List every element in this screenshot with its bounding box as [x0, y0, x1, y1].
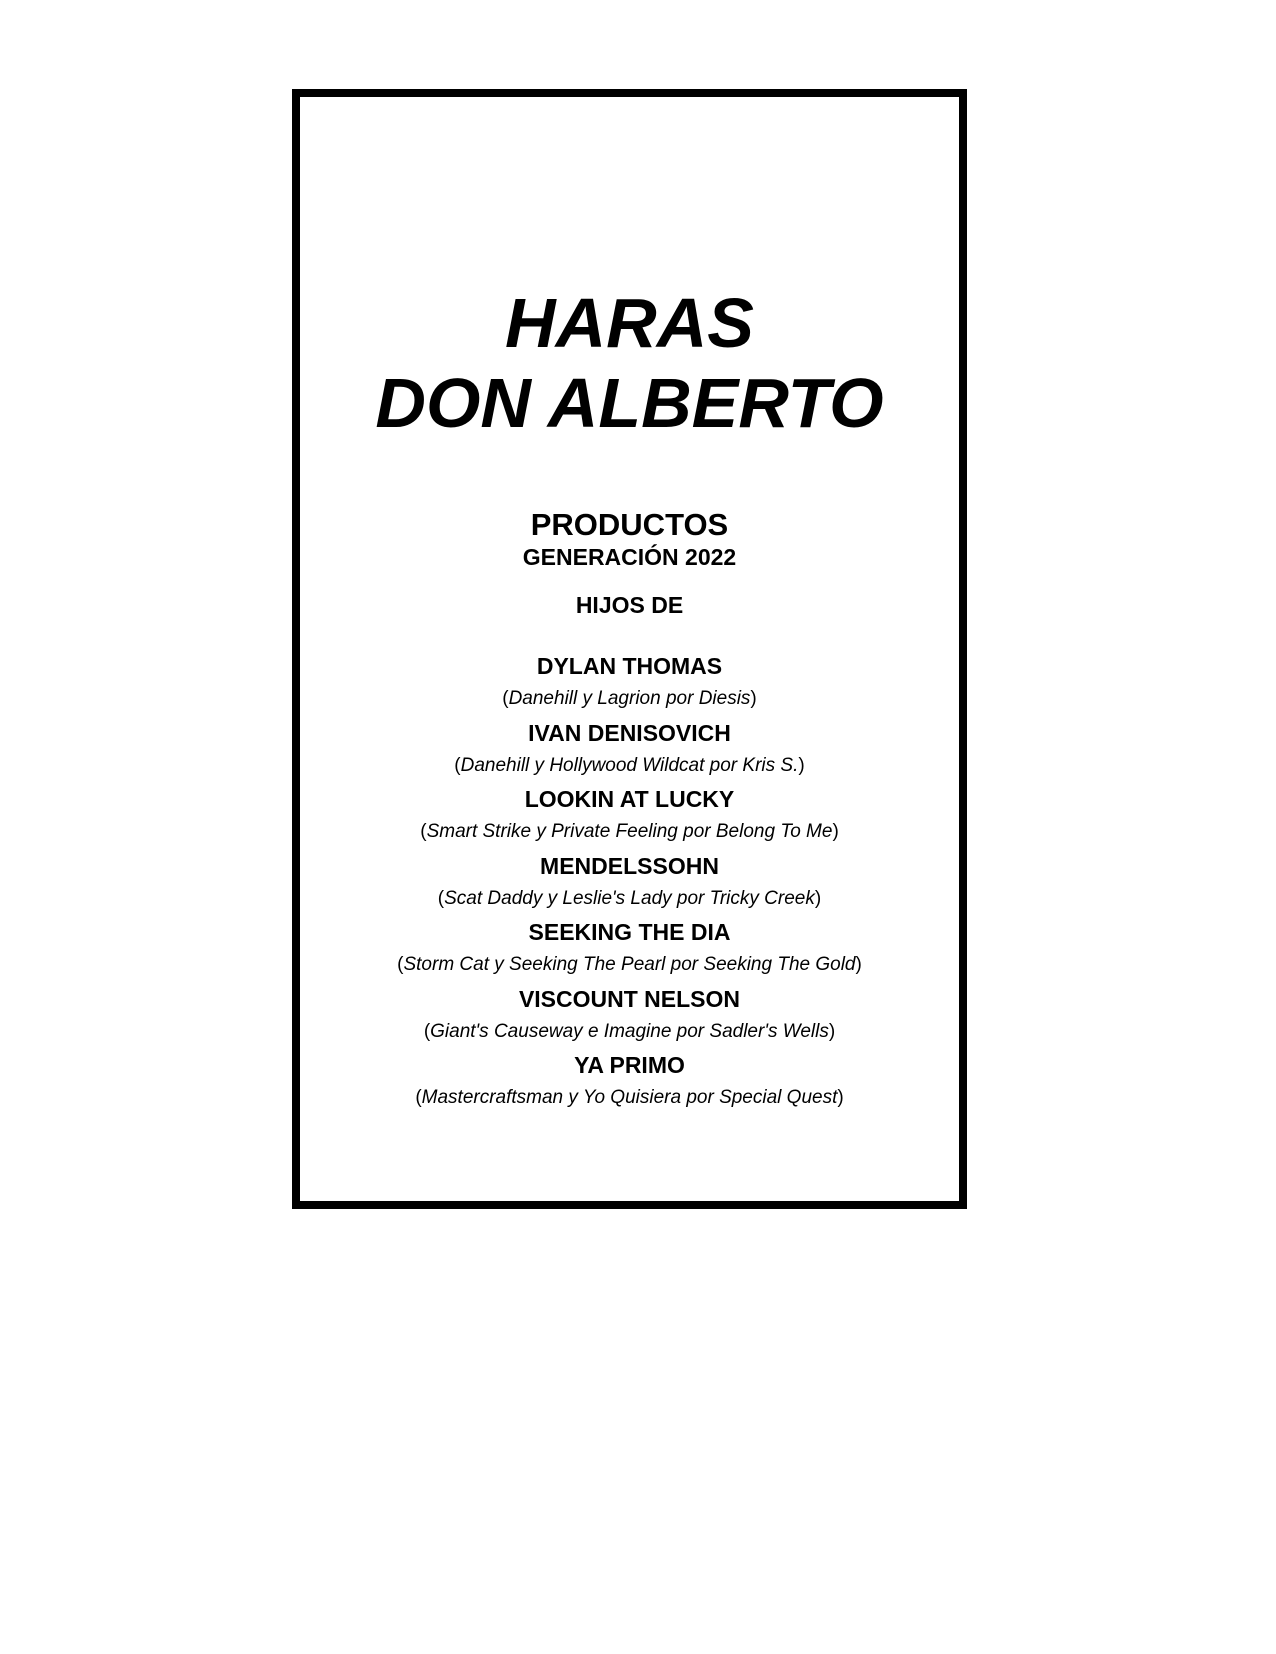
sire-pedigree-text: Danehill y Lagrion por Diesis	[508, 688, 751, 709]
sire-name: MENDELSSOHN	[540, 852, 719, 879]
sire-name: LOOKIN AT LUCKY	[524, 786, 735, 812]
sire-entry	[300, 785, 959, 852]
sire-name: SEEKING THE DIA	[528, 919, 731, 945]
sire-pedigree-text: Storm Cat y Seeking The Pearl por Seeking The Gold	[403, 954, 856, 975]
sire-pedigree: (Smart Strike y Private Feeling por Belong To Me)	[420, 821, 839, 842]
sire-name: YA PRIMO	[574, 1052, 685, 1078]
sire-pedigree-text: Danehill y Hollywood Wildcat por Kris S.	[460, 754, 799, 776]
sire-entry	[300, 1051, 959, 1118]
sire-pedigree-text: Mastercraftsman y Yo Quisiera por Special Quest	[421, 1087, 838, 1108]
sire-pedigree-text: Giant's Causeway e Imagine por Sadler's Wells	[430, 1020, 829, 1042]
sire-entry	[300, 652, 959, 719]
sire-pedigree-text: Smart Strike y Private Feeling por Belong To Me	[426, 821, 833, 842]
productos-heading: PRODUCTOS	[530, 507, 729, 542]
title-line-2: DON ALBERTO	[375, 364, 884, 442]
cover-frame	[292, 89, 967, 1209]
sire-pedigree: (Scat Daddy y Leslie's Lady por Tricky Creek)	[437, 887, 822, 909]
sire-entry	[300, 719, 959, 786]
generacion-heading: GENERACIÓN 2022	[522, 544, 737, 570]
sire-pedigree-text: Scat Daddy y Leslie's Lady por Tricky Creek	[444, 887, 815, 909]
sire-pedigree: (Storm Cat y Seeking The Pearl por Seeking The Gold)	[397, 954, 862, 975]
sire-pedigree: (Mastercraftsman y Yo Quisiera por Special Quest)	[415, 1087, 844, 1108]
sire-entry	[300, 918, 959, 985]
sire-entry	[300, 985, 959, 1052]
sire-pedigree: (Giant's Causeway e Imagine por Sadler's Wells)	[423, 1020, 836, 1042]
sires-list	[300, 652, 959, 1118]
sire-name: IVAN DENISOVICH	[528, 719, 731, 746]
hijos-heading: HIJOS DE	[575, 592, 684, 618]
sire-pedigree: (Danehill y Hollywood Wildcat por Kris S.)	[454, 754, 805, 776]
sire-entry	[300, 852, 959, 919]
title-line-1: HARAS	[505, 284, 754, 362]
sire-name: DYLAN THOMAS	[536, 653, 723, 679]
sire-name: VISCOUNT NELSON	[518, 985, 741, 1012]
sire-pedigree: (Danehill y Lagrion por Diesis)	[502, 688, 757, 709]
